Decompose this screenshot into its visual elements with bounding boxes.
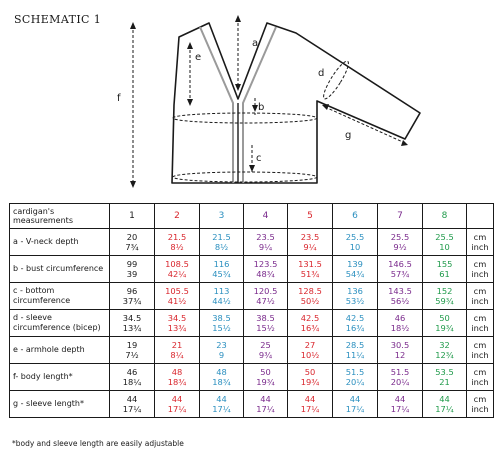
inch-value: 20¼ [390,377,410,387]
cm-value: 99 [126,259,138,269]
measurement-cell [200,337,244,364]
cardigan-schematic [0,0,500,200]
inch-value: 17¼ [390,404,410,414]
row-label: d - sleeve circumference (bicep) [10,310,110,337]
measurement-cell [244,310,288,337]
cm-value: 120.5 [253,286,278,296]
measurement-cell [423,310,467,337]
size-header: 8 [423,204,467,229]
inch-value: 15½ [256,323,275,333]
measurement-cell [288,337,333,364]
measurement-cell [244,391,288,418]
bottom-ellipse [173,172,317,182]
measurement-cell [288,310,333,337]
cm-value: 136 [347,286,363,296]
inch-value: 39 [126,269,138,279]
schematic-title: SCHEMATIC 1 [14,13,102,26]
inch-value: 17¼ [345,404,365,414]
measurement-cell [288,391,333,418]
bust-ellipse [173,113,317,123]
cm-value: 155 [436,259,453,269]
unit-cell [467,310,494,337]
measurement-cell [378,337,423,364]
measurement-cell [423,337,467,364]
measurement-cell [333,283,378,310]
cm-value: 53.5 [435,367,454,377]
measurement-cell [423,256,467,283]
unit-inch: inch [471,350,489,360]
cm-value: 50 [439,313,450,323]
label-b: b [258,102,265,113]
size-header: 1 [110,204,155,229]
cm-value: 116 [213,259,230,269]
cm-value: 143.5 [388,286,412,296]
inch-value: 54¾ [345,269,365,279]
inch-value: 16¾ [345,323,365,333]
unit-header [467,204,494,229]
measurement-cell [423,229,467,256]
size-header: 2 [155,204,200,229]
inch-value: 57¾ [390,269,410,279]
cm-value: 20 [126,232,138,242]
inch-value: 12 [394,350,406,360]
measurement-cell [200,256,244,283]
inch-value: 11¼ [345,350,365,360]
arrow-g [325,107,405,143]
measurement-cell [378,229,423,256]
unit-inch: inch [471,269,489,279]
cm-value: 105.5 [165,286,189,296]
measurement-cell [288,364,333,391]
measurement-cell [333,337,378,364]
cm-value: 21.5 [167,232,187,242]
inch-value: 42¼ [167,269,187,279]
measurement-cell [378,364,423,391]
unit-cell [467,337,494,364]
measurement-cell [155,391,200,418]
measurements-table [9,203,494,418]
cm-value: 139 [347,259,363,269]
cm-value: 50 [304,367,316,377]
measurement-cell [155,310,200,337]
measurement-cell [200,283,244,310]
measurement-cell [333,229,378,256]
measurement-cell [288,283,333,310]
inch-value: 7¾ [125,242,139,252]
measurement-cell [244,256,288,283]
inch-value: 48¾ [256,269,275,279]
cm-value: 131.5 [298,259,322,269]
cm-value: 19 [126,340,138,350]
cm-value: 146.5 [388,259,412,269]
cm-value: 34.5 [167,313,187,323]
cm-value: 108.5 [165,259,189,269]
row-label: b - bust circumference [10,256,110,283]
measurement-cell [244,283,288,310]
inch-value: 17¼ [300,404,320,414]
inch-value: 15½ [212,323,231,333]
unit-cm: cm [473,367,487,377]
measurement-cell [378,283,423,310]
cm-value: 25.5 [390,232,410,242]
inch-value: 8¼ [170,350,184,360]
unit-cell [467,256,494,283]
inch-value: 20¼ [345,377,365,387]
measurement-cell [244,337,288,364]
cm-value: 21 [171,340,183,350]
cm-value: 51.5 [345,367,365,377]
inch-value: 9¾ [258,350,273,360]
measurement-cell [110,391,155,418]
cm-value: 44 [304,394,316,404]
row-label: g - sleeve length* [10,391,110,418]
inch-value: 19¾ [435,323,454,333]
cm-value: 25.5 [345,232,365,242]
inch-value: 17¼ [167,404,187,414]
cm-value: 44 [126,394,138,404]
measurement-cell [423,364,467,391]
table-row [10,364,494,391]
unit-cm: cm [473,232,487,242]
inch-value: 17¼ [435,404,454,414]
unit-inch: inch [471,296,489,306]
measurement-cell [244,364,288,391]
cm-value: 42.5 [300,313,320,323]
inch-value: 8½ [214,242,229,252]
measurement-cell [423,391,467,418]
inch-value: 44½ [212,296,231,306]
cm-value: 44 [394,394,406,404]
label-f: f [117,93,121,104]
measurement-cell [244,229,288,256]
measurement-cell [155,283,200,310]
unit-inch: inch [471,242,489,252]
cm-value: 38.5 [212,313,231,323]
cm-value: 44 [349,394,361,404]
table-row [10,337,494,364]
cm-value: 46 [126,367,138,377]
measurement-cell [378,256,423,283]
unit-cm: cm [473,259,487,269]
measurement-cell [378,310,423,337]
inch-value: 17¼ [212,404,231,414]
measurement-cell [155,364,200,391]
cm-value: 23.5 [256,232,275,242]
measurement-cell [110,229,155,256]
size-header: 7 [378,204,423,229]
inch-value: 9¼ [303,242,317,252]
label-c: c [256,153,262,164]
measurement-cell [333,256,378,283]
cm-value: 23 [216,340,227,350]
inch-value: 9¼ [258,242,273,252]
inch-value: 9 [218,350,225,360]
size-header: 6 [333,204,378,229]
measurement-cell [155,337,200,364]
table-row [10,256,494,283]
inch-value: 53½ [345,296,365,306]
row-label: f- body length* [10,364,110,391]
cm-value: 25 [260,340,271,350]
measurement-cell [333,310,378,337]
cm-value: 38.5 [256,313,275,323]
unit-cm: cm [473,286,487,296]
inch-value: 19¾ [256,377,275,387]
cm-value: 28.5 [345,340,365,350]
inch-value: 13¾ [167,323,187,333]
measurement-cell [200,229,244,256]
table-row [10,283,494,310]
cm-value: 48 [171,367,183,377]
cm-value: 44 [171,394,183,404]
header-label: cardigan's measurements [10,204,110,229]
cm-value: 113 [213,286,230,296]
cm-value: 30.5 [390,340,410,350]
cm-value: 34.5 [122,313,142,323]
inch-value: 21 [439,377,450,387]
measurement-cell [333,391,378,418]
inch-value: 13¾ [122,323,142,333]
cm-value: 44 [260,394,271,404]
measurement-cell [110,310,155,337]
inch-value: 16¾ [300,323,320,333]
inch-value: 10½ [300,350,320,360]
cm-value: 44 [439,394,450,404]
inch-value: 19¾ [300,377,320,387]
inch-value: 18¾ [212,377,231,387]
cm-value: 128.5 [298,286,322,296]
unit-cell [467,391,494,418]
inch-value: 10 [439,242,450,252]
inch-value: 41½ [167,296,187,306]
inch-value: 17¼ [122,404,142,414]
cm-value: 21.5 [212,232,231,242]
unit-cm: cm [473,340,487,350]
measurement-cell [155,256,200,283]
measurement-cell [110,364,155,391]
label-g: g [345,130,352,141]
measurement-cell [110,283,155,310]
inch-value: 59¾ [435,296,454,306]
cm-value: 50 [260,367,271,377]
inch-value: 10 [349,242,361,252]
table-header-row [10,204,494,229]
cm-value: 25.5 [435,232,454,242]
unit-cell [467,283,494,310]
inch-value: 50½ [300,296,320,306]
label-e: e [195,52,202,63]
row-label: c - bottom circumference [10,283,110,310]
inch-value: 12¾ [435,350,454,360]
table-row [10,310,494,337]
unit-cm: cm [473,394,487,404]
row-label: a - V-neck depth [10,229,110,256]
cm-value: 96 [126,286,138,296]
footnote: *body and sleeve length are easily adjustable [12,439,184,448]
cm-value: 48 [216,367,227,377]
size-header: 4 [244,204,288,229]
unit-cell [467,229,494,256]
measurement-cell [288,229,333,256]
unit-inch: inch [471,377,489,387]
unit-cell [467,364,494,391]
cm-value: 46 [394,313,406,323]
cm-value: 152 [436,286,453,296]
inch-value: 61 [439,269,450,279]
measurement-cell [200,364,244,391]
inch-value: 18¼ [122,377,142,387]
inch-value: 47½ [256,296,275,306]
cm-value: 42.5 [345,313,365,323]
cm-value: 123.5 [253,259,278,269]
measurement-cell [378,391,423,418]
unit-inch: inch [471,404,489,414]
cm-value: 27 [304,340,316,350]
cm-value: 32 [439,340,450,350]
inch-value: 56½ [390,296,410,306]
measurement-cell [200,391,244,418]
measurement-cell [110,256,155,283]
size-header: 5 [288,204,333,229]
table-row [10,391,494,418]
inch-value: 37¾ [122,296,142,306]
measurement-cell [200,310,244,337]
inch-value: 8½ [170,242,184,252]
measurement-cell [333,364,378,391]
label-d: d [318,68,325,79]
inch-value: 9½ [393,242,407,252]
inch-value: 45¾ [212,269,231,279]
measurement-cell [110,337,155,364]
cm-value: 23.5 [300,232,320,242]
row-label: e - armhole depth [10,337,110,364]
inch-value: 7½ [125,350,139,360]
inch-value: 18¾ [167,377,187,387]
measurement-cell [155,229,200,256]
inch-value: 51¾ [300,269,320,279]
size-header: 3 [200,204,244,229]
unit-cm: cm [473,313,487,323]
label-a: a [252,38,259,49]
cm-value: 51.5 [390,367,410,377]
inch-value: 18½ [390,323,410,333]
table-row [10,229,494,256]
unit-inch: inch [471,323,489,333]
inch-value: 17¼ [256,404,275,414]
measurement-cell [423,283,467,310]
measurement-cell [288,256,333,283]
cm-value: 44 [216,394,227,404]
